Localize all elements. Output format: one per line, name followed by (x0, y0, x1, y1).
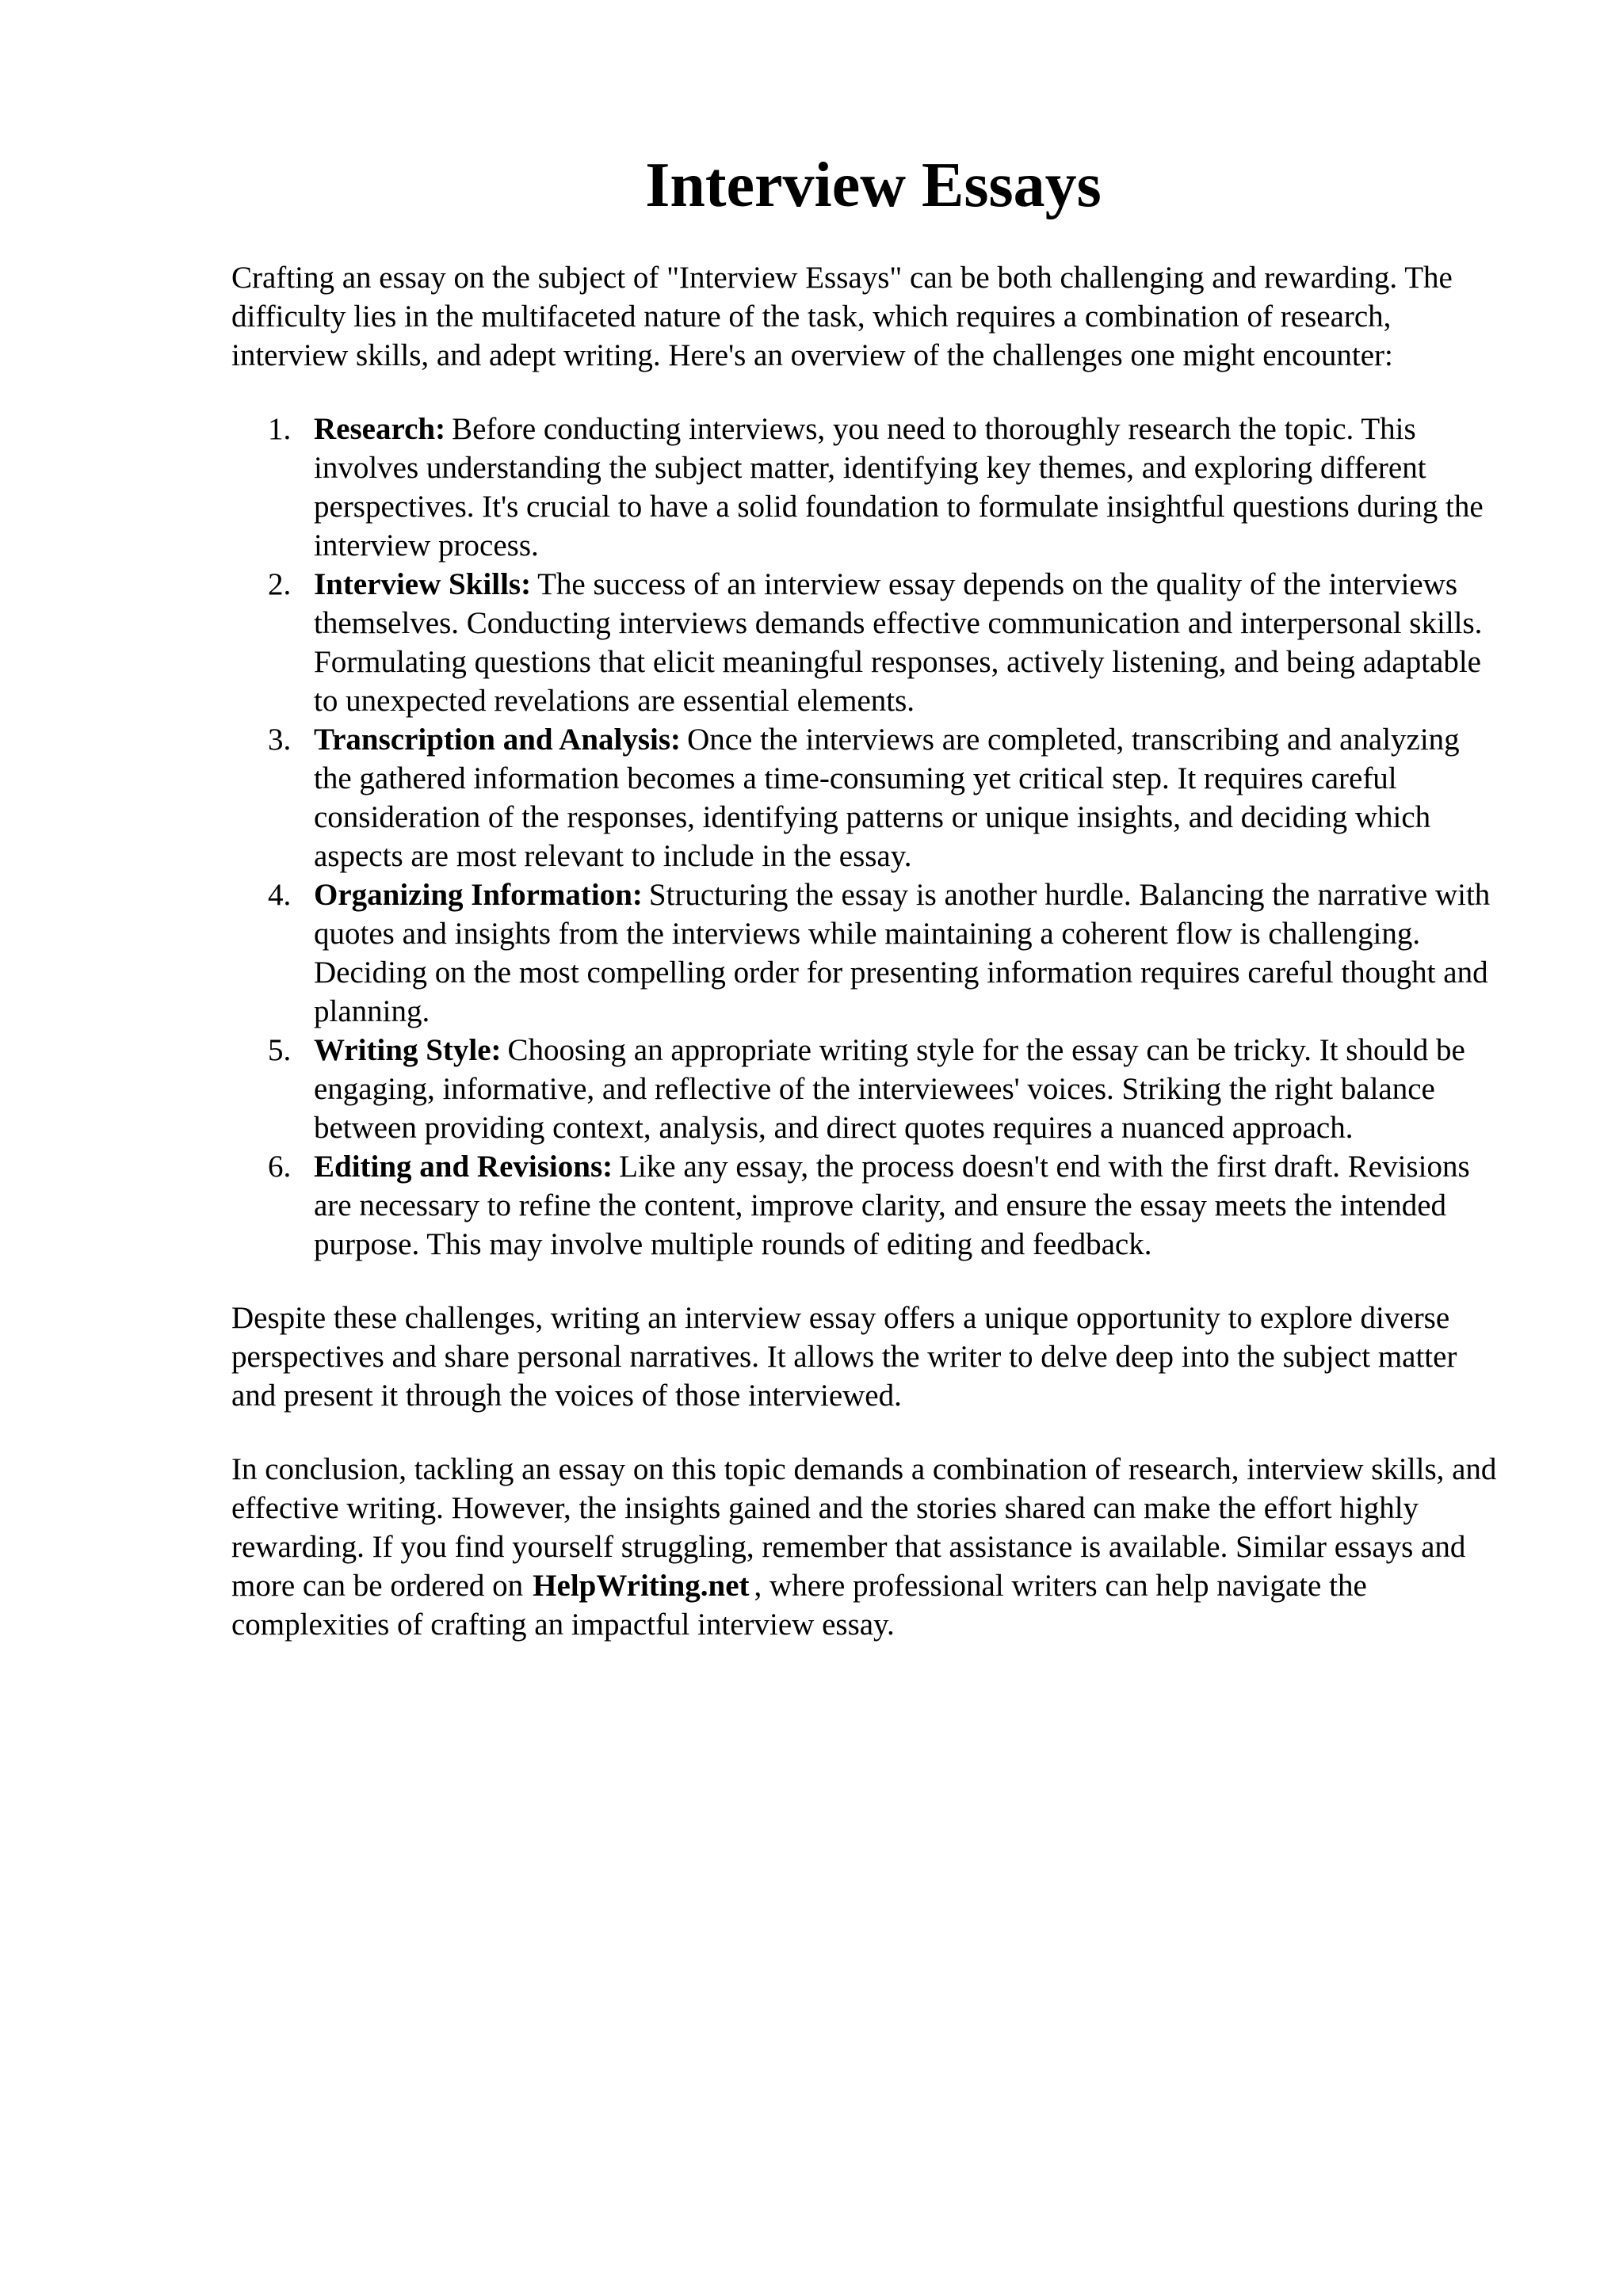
list-item-number: 2. (268, 567, 292, 601)
list-item (231, 565, 1499, 720)
list-item-heading: Transcription and Analysis: (314, 723, 682, 757)
list-item-heading: Editing and Revisions: (314, 1150, 613, 1184)
intro-paragraph: Crafting an essay on the subject of "Interview Essays" can be both challenging and rewarding. The difficulty lies in the multifaceted nature of the task, which requires a combination of research, interview skills, and adept writing. Here's an overview of the challenges one might encounter: (231, 261, 1453, 372)
list-item-number: 3. (268, 723, 292, 757)
list-item-number: 1. (268, 412, 292, 446)
list-item (231, 720, 1499, 875)
body-paragraph: Despite these challenges, writing an interview essay offers a unique opportunity to explore diverse perspectives and share personal narratives. It allows the writer to delve deep into the subject matter and present it through the voices of those interviewed. (231, 1301, 1457, 1413)
list-item (231, 1147, 1499, 1264)
list-item-text: Like any essay, the process doesn't end with the first draft. Revisions are necessary to refine the content, improve clarity, and ensure the essay meets the intended purpose. This may involve multiple rounds of editing and feedback. (314, 1150, 1470, 1261)
list-item-number: 5. (268, 1033, 292, 1067)
list-item-heading: Research: (314, 412, 446, 446)
document-page (231, 151, 1499, 1679)
page-title: Interview Essays (645, 151, 1102, 220)
list-item (231, 875, 1499, 1031)
list-item-text: Choosing an appropriate writing style for the essay can be tricky. It should be engaging, informative, and reflective of the interviewees' voices. Striking the right balance between providing context, analysis, and direct quotes requires a nuanced approach. (314, 1033, 1465, 1145)
list-item (231, 410, 1499, 565)
list-item-text: Structuring the essay is another hurdle. Balancing the narrative with quotes and insights from the interviews while maintaining a coherent flow is challenging. Deciding on the most compelling order for presenting information requires careful thought and planning. (314, 878, 1491, 1028)
list-item-text: Once the interviews are completed, transcribing and analyzing the gathered information becomes a time-consuming yet critical step. It requires careful consideration of the responses, identifying patterns or unique insights, and deciding which aspects are most relevant to include in the essay. (314, 723, 1460, 873)
list-item-text: Before conducting interviews, you need to thoroughly research the topic. This involves understanding the subject matter, identifying key themes, and exploring different perspectives. It's crucial to have a solid foundation to formulate insightful questions during the interview process. (314, 412, 1484, 563)
conclusion-paragraph (231, 1450, 1499, 1644)
conclusion-text-end: , where professional writers can help navigate the complexities of crafting an impactful interview essay. (231, 1569, 1367, 1642)
conclusion-text: In conclusion, tackling an essay on this topic demands a combination of research, interview skills, and effective writing. However, the insights gained and the stories shared can make the effort highly rewarding. If you find yourself struggling, remember that assistance is available. Similar essays and more can be ordered on (231, 1452, 1497, 1603)
challenges-list (231, 410, 1499, 1264)
list-item-number: 6. (268, 1150, 292, 1184)
list-item-heading: Interview Skills: (314, 567, 532, 601)
helpwriting-link[interactable]: HelpWriting.net (533, 1569, 750, 1603)
list-item-heading: Writing Style: (314, 1033, 502, 1067)
list-item-text: The success of an interview essay depends on the quality of the interviews themselves. Conducting interviews demands effective communication and interpersonal skills. Formulating questions that elicit meaningful responses, actively listening, and being adaptable to unexpected revelations are essential elements. (314, 567, 1483, 718)
list-item-number: 4. (268, 878, 292, 912)
list-item-heading: Organizing Information: (314, 878, 643, 912)
list-item (231, 1031, 1499, 1147)
